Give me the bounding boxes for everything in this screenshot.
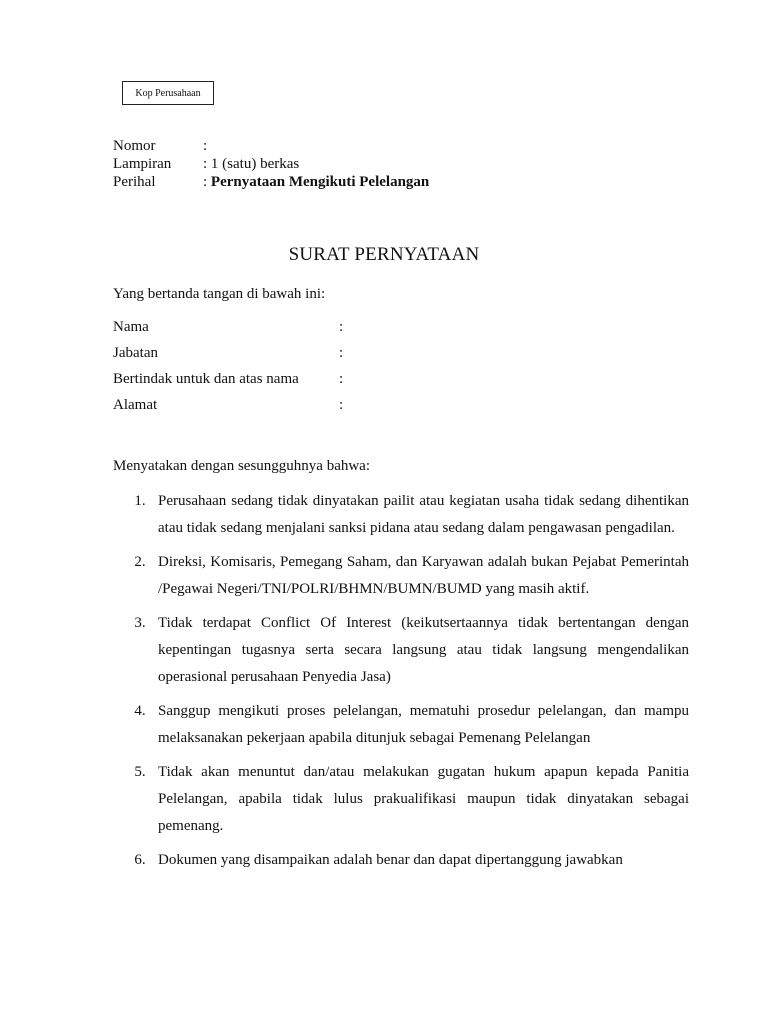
meta-label: Lampiran [113,156,172,172]
list-item-text: Sanggup mengikuti proses pelelangan, mematuhi prosedur pelelangan, dan mampu melaksanakan pekerjaan apabila ditunjuk sebagai Pemenang Pelelangan [158,703,689,746]
meta-label: Perihal [113,174,156,190]
signatory-fields [113,319,343,423]
list-item-number: 5. [134,764,146,780]
letterhead-label: Kop Perusahaan [135,87,201,99]
field-label: Nama [113,319,149,335]
field-label: Jabatan [113,345,158,361]
statement-list [113,488,689,881]
meta-row-lampiran [113,155,429,173]
meta-row-nomor [113,137,429,155]
list-item-number: 1. [134,493,146,509]
list-item-number: 3. [134,615,146,631]
field-row-jabatan [113,345,343,371]
meta-value: : 1 (satu) berkas [203,156,300,172]
list-item [113,847,689,874]
meta-value-prefix: : [203,174,211,190]
field-colon: : [339,371,344,387]
list-item [113,549,689,603]
list-item-number: 2. [134,554,146,570]
meta-value-subject: Pernyataan Mengikuti Pelelangan [210,174,430,190]
field-label: Bertindak untuk dan atas nama [113,371,299,387]
field-colon: : [339,345,344,361]
list-item-text: Tidak terdapat Conflict Of Interest (keikutsertaannya tidak bertentangan dengan kepentingan tugasnya serta secara langsung atau tidak langsung mengendalikan operasional perusahaan Penyedia Jasa) [158,615,689,685]
letter-meta [113,137,429,191]
company-letterhead-box [122,81,214,105]
field-colon: : [339,397,344,413]
field-label: Alamat [113,397,158,413]
field-row-bertindak [113,371,343,397]
field-row-alamat [113,397,343,423]
field-row-nama [113,319,343,345]
list-item [113,488,689,542]
meta-value: : [203,138,208,154]
list-item [113,698,689,752]
list-item-text: Dokumen yang disampaikan adalah benar dan dapat dipertanggung jawabkan [158,852,623,868]
list-item [113,610,689,691]
field-colon: : [339,319,344,335]
intro-text: Yang bertanda tangan di bawah ini: [113,286,326,302]
list-item-number: 6. [134,852,146,868]
list-item [113,759,689,840]
list-item-text: Direksi, Komisaris, Pemegang Saham, dan Karyawan adalah bukan Pejabat Pemerintah /Pegawai Negeri/TNI/POLRI/BHMN/BUMN/BUMD yang masih aktif. [158,554,689,597]
meta-label: Nomor [113,138,156,154]
meta-row-perihal [113,173,429,191]
document-title: SURAT PERNYATAAN [288,244,480,265]
list-item-number: 4. [134,703,146,719]
list-item-text: Tidak akan menuntut dan/atau melakukan gugatan hukum apapun kepada Panitia Pelelangan, apabila tidak lulus prakualifikasi maupun tidak dinyatakan sebagai pemenang. [158,764,689,834]
list-item-text: Perusahaan sedang tidak dinyatakan pailit atau kegiatan usaha tidak sedang dihentikan atau tidak sedang menjalani sanksi pidana atau sedang dalam pengawasan pengadilan. [158,493,689,536]
statement-text: Menyatakan dengan sesungguhnya bahwa: [113,458,371,474]
